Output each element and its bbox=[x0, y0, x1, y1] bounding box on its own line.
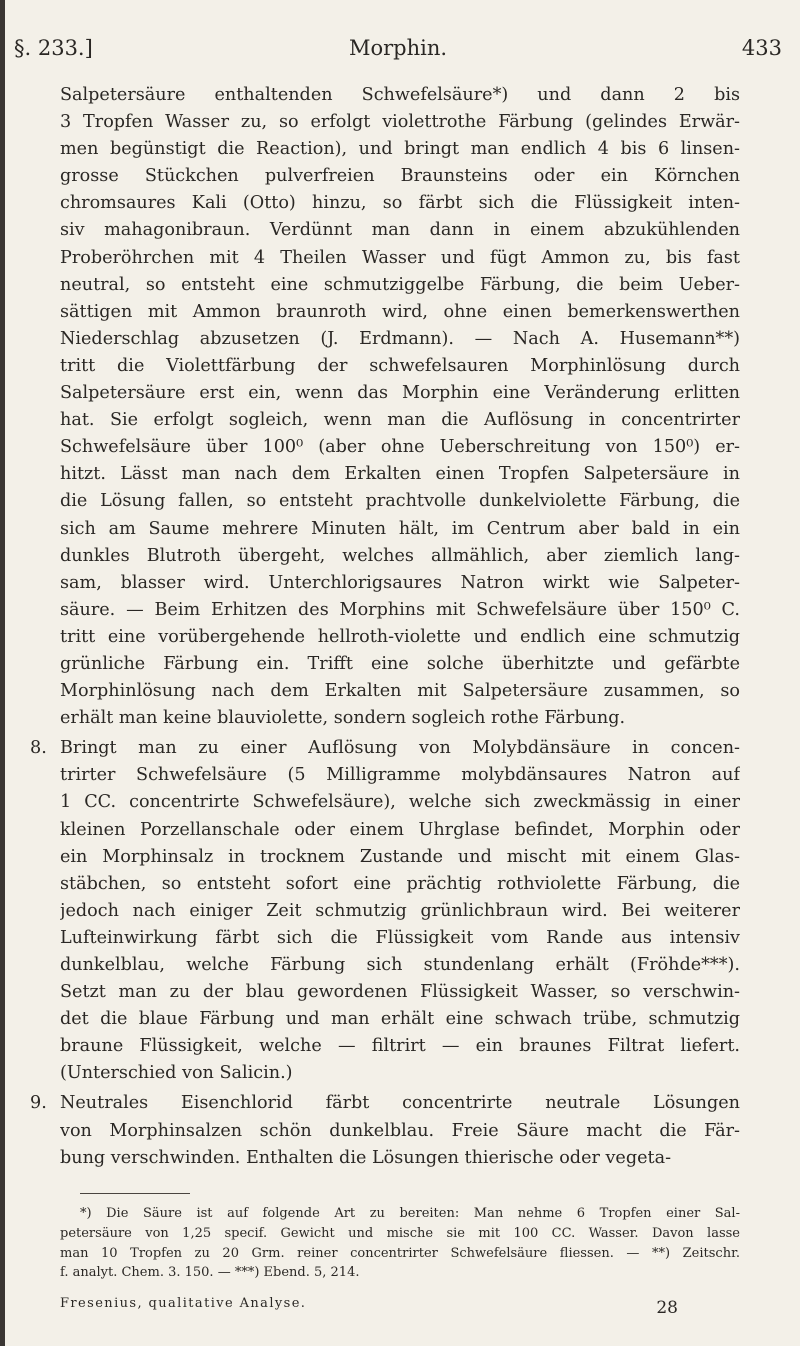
footnote-line: petersäure von 1,25 specif. Gewicht und mische sie mit 100 CC. Wasser. Davon lasse bbox=[60, 1225, 740, 1241]
footnotes bbox=[60, 1204, 740, 1283]
text-line: jedoch nach einiger Zeit schmutzig grünlichbraun wird. Bei weiterer bbox=[60, 900, 740, 921]
text-line: neutral, so entsteht eine schmutziggelbe Färbung, die beim Ueber- bbox=[60, 274, 740, 295]
item-number: 8. bbox=[30, 738, 47, 759]
text-line: stäbchen, so entsteht sofort eine prächtig rothviolette Färbung, die bbox=[60, 873, 740, 894]
running-header bbox=[14, 36, 782, 70]
text-line: men begünstigt die Reaction), und bringt man endlich 4 bis 6 linsen- bbox=[60, 139, 740, 160]
text-line: Neutrales Eisenchlorid färbt concentrirte neutrale Lösungen bbox=[60, 1093, 740, 1114]
text-line: hitzt. Lässt man nach dem Erkalten einen Tropfen Salpetersäure in bbox=[60, 464, 740, 485]
footnote-line: *) Die Säure ist auf folgende Art zu bereiten: Man nehme 6 Tropfen einer Sal- bbox=[80, 1206, 740, 1221]
text-line: det die blaue Färbung und man erhält eine schwach trübe, schmutzig bbox=[60, 1009, 740, 1030]
text-line: dunkles Blutroth übergeht, welches allmählich, aber ziemlich lang- bbox=[60, 545, 740, 566]
text-line: 1 CC. concentrirte Schwefelsäure), welche sich zweckmässig in einer bbox=[60, 792, 740, 813]
text-line: von Morphinsalzen schön dunkelblau. Freie Säure macht die Fär- bbox=[60, 1120, 740, 1141]
text-line: chromsaures Kali (Otto) hinzu, so färbt sich die Flüssigkeit inten- bbox=[60, 193, 740, 214]
text-line: siv mahagonibraun. Verdünnt man dann in einem abzukühlenden bbox=[60, 220, 740, 241]
text-line: 3 Tropfen Wasser zu, so erfolgt violettrothe Färbung (gelindes Erwär- bbox=[60, 112, 740, 133]
item-number: 9. bbox=[30, 1093, 47, 1114]
signature-mark: 28 bbox=[656, 1298, 678, 1318]
text-line: ein Morphinsalz in trocknem Zustande und mischt mit einem Glas- bbox=[60, 846, 740, 867]
page-footer bbox=[60, 1296, 740, 1320]
text-line: tritt die Violettfärbung der schwefelsauren Morphinlösung durch bbox=[60, 355, 740, 376]
book-title: Fresenius, qualitative Analyse. bbox=[60, 1296, 307, 1311]
text-line: sättigen mit Ammon braunroth wird, ohne einen bemerkenswerthen bbox=[60, 301, 740, 322]
text-line: trirter Schwefelsäure (5 Milligramme molybdänsaures Natron auf bbox=[60, 765, 740, 786]
text-line: grünliche Färbung ein. Trifft eine solche überhitzte und gefärbte bbox=[60, 653, 740, 674]
text-line: hat. Sie erfolgt sogleich, wenn man die Auflösung in concentrirter bbox=[60, 410, 740, 431]
text-line: (Unterschied von Salicin.) bbox=[60, 1063, 293, 1084]
footnote-line: man 10 Tropfen zu 20 Grm. reiner concentrirter Schwefelsäure fliessen. — **) Zeitschr. bbox=[60, 1245, 740, 1261]
numbered-line bbox=[30, 735, 740, 762]
text-line: grosse Stückchen pulverfreien Braunsteins oder ein Körnchen bbox=[60, 166, 740, 187]
text-line: tritt eine vorübergehende hellroth-violette und endlich eine schmutzig bbox=[60, 626, 740, 647]
text-line: Setzt man zu der blau gewordenen Flüssigkeit Wasser, so verschwin- bbox=[60, 982, 740, 1003]
text-line: Proberöhrchen mit 4 Theilen Wasser und fügt Ammon zu, bis fast bbox=[60, 247, 740, 268]
paragraph bbox=[30, 735, 740, 1087]
text-line: Salpetersäure erst ein, wenn das Morphin eine Veränderung erlitten bbox=[60, 383, 740, 404]
footnote-rule bbox=[80, 1193, 190, 1194]
text-line: sich am Saume mehrere Minuten hält, im Centrum aber bald in ein bbox=[60, 518, 740, 539]
page-number: 433 bbox=[741, 36, 782, 60]
text-line: dunkelblau, welche Färbung sich stundenlang erhält (Fröhde***). bbox=[60, 955, 740, 975]
text-line: erhält man keine blauviolette, sondern sogleich rothe Färbung. bbox=[60, 708, 626, 729]
text-line: sam, blasser wird. Unterchlorigsaures Natron wirkt wie Salpeter- bbox=[60, 572, 740, 593]
footnote-line: f. analyt. Chem. 3. 150. — ***) Ebend. 5, 214. bbox=[60, 1265, 360, 1281]
paragraph bbox=[60, 82, 740, 732]
text-line: Salpetersäure enthaltenden Schwefelsäure*) und dann 2 bis bbox=[60, 85, 740, 105]
text-line: die Lösung fallen, so entsteht prachtvolle dunkelviolette Färbung, die bbox=[60, 491, 740, 512]
section-number: §. 233.] bbox=[14, 36, 93, 60]
main-text bbox=[30, 82, 740, 1172]
text-line: Bringt man zu einer Auflösung von Molybdänsäure in concen- bbox=[60, 738, 740, 759]
text-line: kleinen Porzellanschale oder einem Uhrglase befindet, Morphin oder bbox=[60, 819, 740, 840]
text-line: Niederschlag abzusetzen (J. Erdmann). — Nach A. Husemann**) bbox=[60, 328, 740, 349]
numbered-line bbox=[30, 1090, 740, 1117]
text-line: säure. — Beim Erhitzen des Morphins mit Schwefelsäure über 150⁰ C. bbox=[60, 599, 740, 620]
text-line: braune Flüssigkeit, welche — filtrirt — ein braunes Filtrat liefert. bbox=[60, 1036, 740, 1057]
text-line: Schwefelsäure über 100⁰ (aber ohne Ueberschreitung von 150⁰) er- bbox=[60, 437, 740, 458]
text-line: Morphinlösung nach dem Erkalten mit Salpetersäure zusammen, so bbox=[60, 681, 740, 702]
text-line: bung verschwinden. Enthalten die Lösungen thierische oder vegeta- bbox=[60, 1147, 672, 1168]
page-edge-shadow bbox=[0, 0, 5, 1346]
running-title: Morphin. bbox=[348, 36, 448, 60]
text-line: Lufteinwirkung färbt sich die Flüssigkeit vom Rande aus intensiv bbox=[60, 927, 740, 948]
paragraph bbox=[30, 1090, 740, 1171]
